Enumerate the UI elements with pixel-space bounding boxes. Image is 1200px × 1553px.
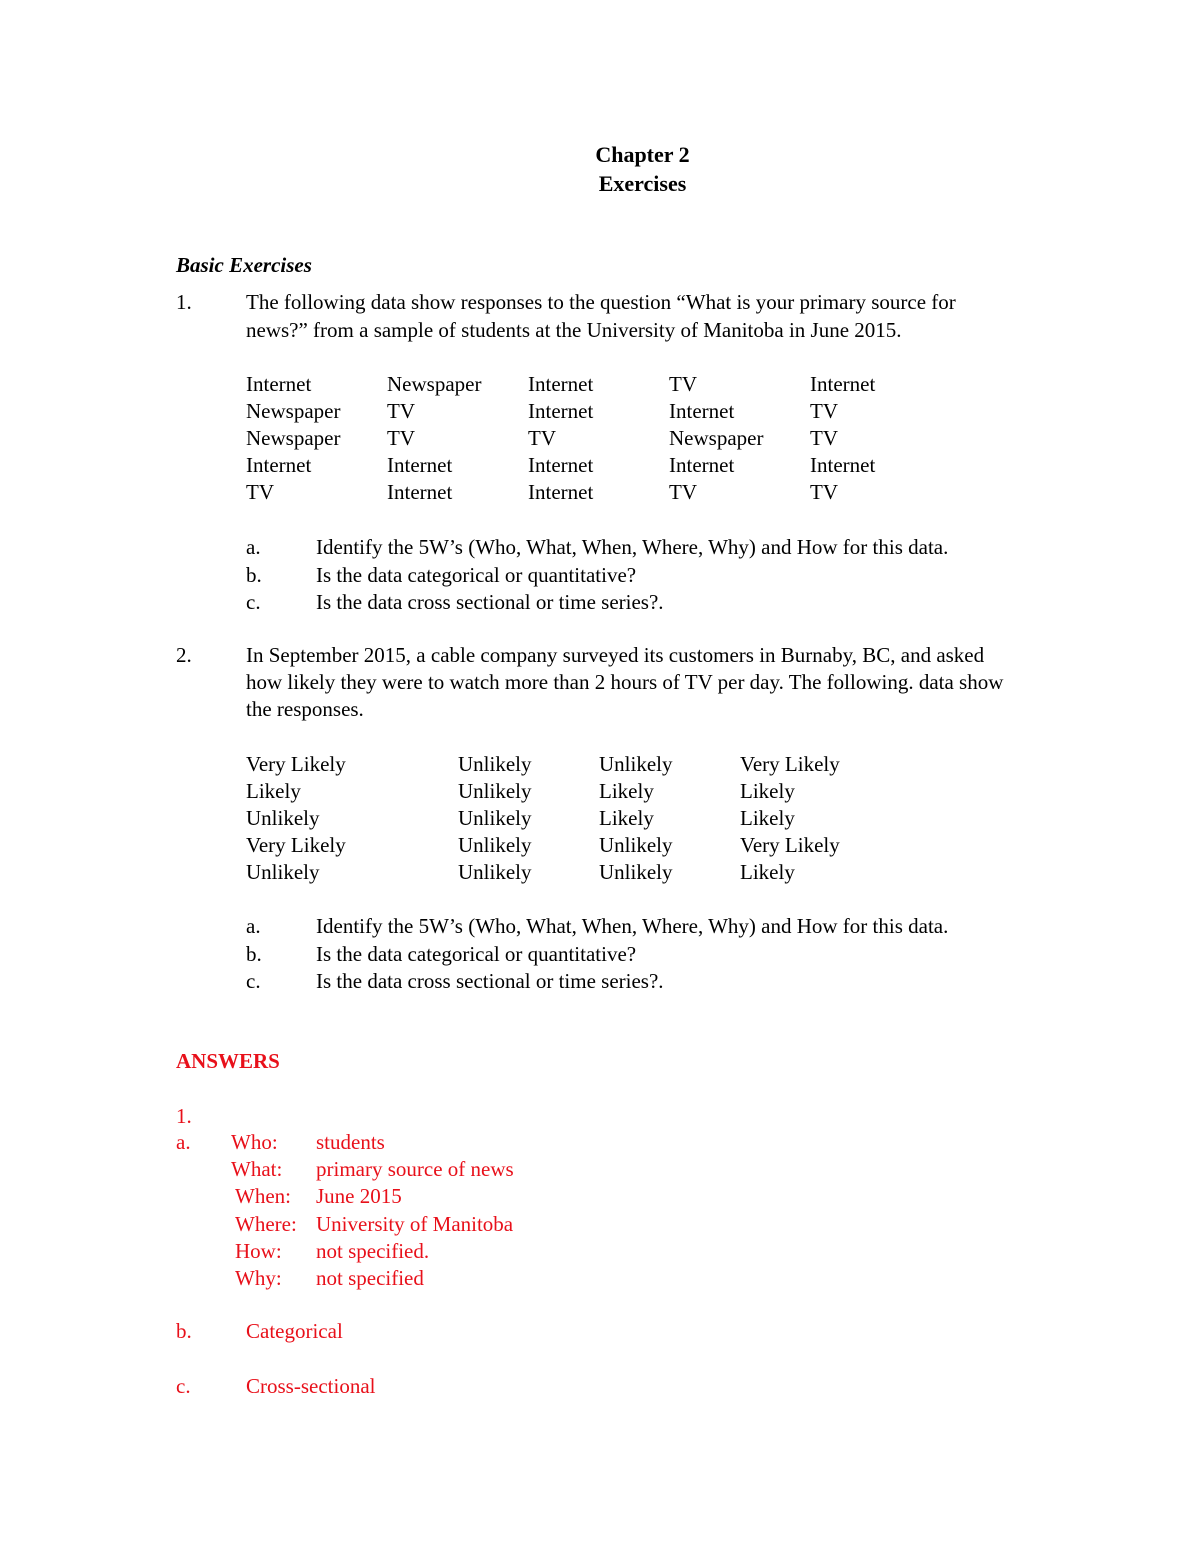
answer-label: What: [231, 1157, 283, 1182]
q2-cell: Likely [599, 779, 654, 803]
q1-cell: Internet [810, 372, 876, 396]
q1-part-text: Is the data cross sectional or time series?. [316, 590, 664, 614]
q1-data-table [246, 371, 951, 506]
q2-text-line3: the responses. [246, 697, 364, 721]
q2-cell: Unlikely [599, 833, 673, 857]
q2-cell: Likely [599, 806, 654, 830]
q2-text-line1: In September 2015, a cable company surveyed its customers in Burnaby, BC, and asked [246, 643, 985, 667]
q2-part-letter: a. [246, 914, 261, 938]
q2-cell: Unlikely [458, 779, 532, 803]
q2-part-letter: c. [246, 969, 261, 993]
q2-cell: Very Likely [740, 833, 840, 857]
answer-1-number: 1. [176, 1104, 192, 1128]
q1-row [246, 479, 951, 506]
q2-row [246, 859, 881, 886]
q2-cell: Unlikely [599, 860, 673, 884]
q1-cell: TV [669, 372, 697, 396]
q1-number: 1. [176, 290, 192, 314]
q2-cell: Unlikely [458, 806, 532, 830]
q2-row [246, 832, 881, 859]
exercises-subtitle: Exercises [598, 171, 687, 196]
q1-cell: Newspaper [246, 426, 341, 450]
q2-part-text: Identify the 5W’s (Who, What, When, Where, Why) and How for this data. [316, 914, 949, 938]
q1-cell: Internet [246, 453, 312, 477]
q1-text-line2: news?” from a sample of students at the University of Manitoba in June 2015. [246, 318, 902, 342]
q1-cell: Internet [528, 480, 594, 504]
q2-part-text: Is the data categorical or quantitative? [316, 941, 637, 966]
q2-cell: Unlikely [458, 833, 532, 857]
q2-cell: Very Likely [246, 752, 346, 776]
q1-cell: Internet [246, 372, 312, 396]
q2-cell: Unlikely [246, 860, 320, 884]
answer-value: primary source of news [316, 1157, 514, 1182]
q2-cell: Likely [740, 779, 795, 803]
q2-cell: Unlikely [458, 860, 532, 884]
answer-label: How: [235, 1238, 282, 1263]
q1-row [246, 425, 951, 452]
q1-cell: Internet [528, 372, 594, 396]
answer-label: Why: [235, 1266, 282, 1290]
q1-cell: Newspaper [387, 372, 482, 396]
answer-value: June 2015 [316, 1184, 402, 1209]
q2-cell: Likely [246, 779, 301, 803]
q1-text-line1: The following data show responses to the question “What is your primary source for [246, 290, 956, 314]
q1-cell: TV [528, 426, 556, 450]
q2-part-text: Is the data cross sectional or time series?. [316, 969, 664, 993]
answer-b-value: Categorical [246, 1319, 343, 1343]
answer-c-letter: c. [176, 1374, 191, 1398]
q2-cell: Very Likely [740, 752, 840, 776]
answers-heading: ANSWERS [176, 1049, 280, 1073]
answer-value: students [316, 1130, 385, 1154]
q1-cell: Internet [810, 453, 876, 477]
q2-row [246, 751, 881, 778]
q2-text-line2: how likely they were to watch more than 2 hours of TV per day. The following. data show [246, 670, 1004, 694]
q1-cell: Newspaper [246, 399, 341, 423]
answer-value: not specified. [316, 1238, 430, 1263]
q1-cell: TV [387, 399, 415, 423]
q2-cell: Likely [740, 806, 795, 830]
q1-cell: TV [669, 480, 697, 504]
q1-row [246, 398, 951, 425]
q1-row [246, 452, 951, 479]
answer-a-letter: a. [176, 1130, 191, 1154]
q2-row [246, 805, 881, 832]
answer-b-letter: b. [176, 1319, 192, 1343]
q1-cell: TV [246, 480, 274, 504]
q2-cell: Unlikely [246, 806, 320, 830]
q2-row [246, 778, 881, 805]
q1-cell: Newspaper [669, 426, 764, 450]
q1-cell: Internet [387, 480, 453, 504]
answer-c-value: Cross-sectional [246, 1374, 376, 1398]
q1-cell: Internet [528, 399, 594, 423]
q1-part-letter: c. [246, 590, 261, 614]
q2-number: 2. [176, 643, 192, 667]
q1-part-letter: a. [246, 535, 261, 559]
q2-cell: Unlikely [599, 752, 673, 776]
q1-cell: TV [810, 426, 838, 450]
answer-value: not specified [316, 1266, 424, 1290]
q1-cell: Internet [669, 453, 735, 477]
q1-part-text: Identify the 5W’s (Who, What, When, Where, Why) and How for this data. [316, 535, 949, 559]
q1-part-text: Is the data categorical or quantitative? [316, 562, 637, 587]
answer-value: University of Manitoba [316, 1211, 514, 1236]
q1-cell: Internet [528, 453, 594, 477]
q2-data-table [246, 751, 881, 886]
q2-part-letter: b. [246, 941, 262, 966]
chapter-title: Chapter 2 [595, 142, 690, 167]
q1-cell: Internet [669, 399, 735, 423]
answer-label: Who: [231, 1130, 278, 1154]
q2-cell: Very Likely [246, 833, 346, 857]
section-heading: Basic Exercises [176, 253, 312, 277]
q1-cell: TV [810, 480, 838, 504]
q1-part-letter: b. [246, 562, 262, 587]
q1-cell: Internet [387, 453, 453, 477]
q1-cell: TV [387, 426, 415, 450]
q2-cell: Likely [740, 860, 795, 884]
q2-cell: Unlikely [458, 752, 532, 776]
q1-cell: TV [810, 399, 838, 423]
answer-label: Where: [235, 1211, 297, 1236]
answer-label: When: [235, 1184, 291, 1209]
q1-row [246, 371, 951, 398]
